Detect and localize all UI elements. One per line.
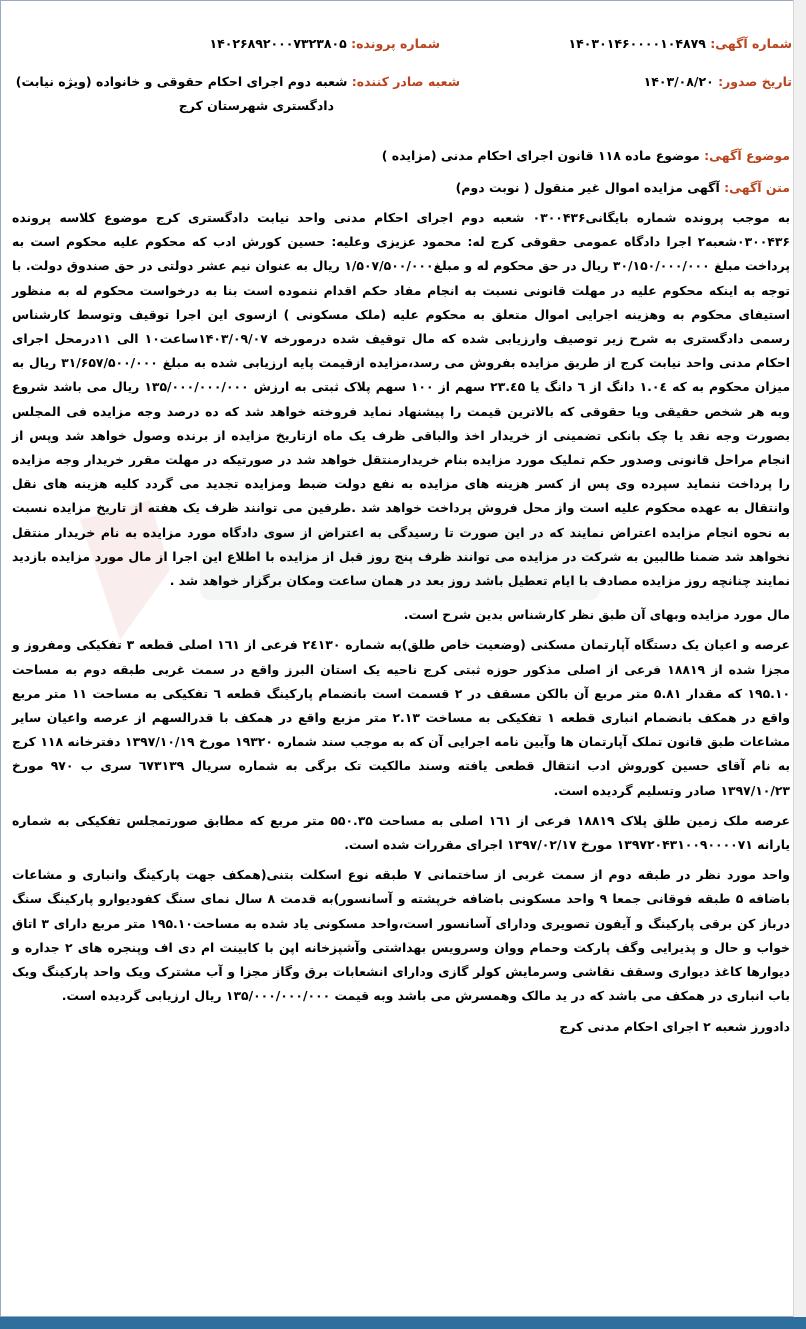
text-heading-label: متن آگهی: <box>724 180 790 195</box>
issuing-branch <box>16 74 460 89</box>
issue-date <box>644 74 792 89</box>
body-paragraph-auction: به موجب پرونده شماره بایگانی۰۳۰۰۴۳۶ شعبه دوم اجرای احکام مدنی واحد نیابت دادگستری کرج موضوع کلاسه پرونده ۰۳۰۰۴۳۶شعبه۲ اجرا دادگاه عمومی حقوقی کرج له: محمود عزیزی وعلیه: حسین کورش ادب که محکوم علیه محکوم است به پرداخت مبلغ ۳۰/۱۵۰/۰۰۰/۰۰۰ ریال در حق محکوم له و مبلغ۱/۵۰۷/۵۰۰/۰۰۰ ریال به عنوان نیم عشر دولتی در حق صندوق دولت. با توجه به اینکه محکوم علیه در مهلت قانونی نسبت به انجام مفاد حکم اقدام ننموده است بنا به درخواست محکوم له به منظور استیفای محکوم به وهزینه اجرایی اموال متعلق به محکوم علیه (ملک مسکونی ) ازسوی این اجرا توقیف وتوسط کارشناس رسمی دادگستری به شرح زیر توصیف وارزیابی شده که مال توقیف شده درمورخه ۱۴۰۳/۰۹/۰۷ساعت۱۰ الی ۱۱درمحل اجرای احکام مدنی واحد نیابت کرج از طریق مزایده بفروش می رسد،مزایده ازقیمت پایه ارزیابی شده به مبلغ ۳۱/۶۵۷/۵۰۰/۰۰۰ ریال به میزان محکوم به که ۱.۰٤ دانگ از ٦ دانگ یا ۲۳.٤۵ سهم از ۱۰۰ سهم پلاک ثبتی به ارزش ۱۳۵/۰۰۰/۰۰۰/۰۰۰ ریال می باشد شروع وبه هر شخص حقیقی ویا حقوقی که بالاترین قیمت را پیشنهاد نماید فروخته خواهد شد که ده درصد وجه مزایده فی المجلس بصورت وجه نقد یا چک بانکی تضمینی از خریدار اخذ والباقی ظرف یک ماه ازتاریخ مزایده از برنده وصول خواهد شد وپس از انجام مراحل قانونی وصدور حکم تملیک مورد مزایده بنام خریدارمنتقل خواهد شد در صورتیکه در مهلت مقرر خریدار وجه مزایده را پرداخت ننماید سپرده وی پس از کسر هزینه های مزایده به نفع دولت ضبط ومزایده تجدید می گردد کلیه هزینه های نقل وانتقال به عهده محکوم علیه است واز محل فروش پرداخت خواهد شد .طرفین می توانند ظرف یک هفته از تاریخ مزایده نسبت به نحوه انجام مزایده اعتراض نمایند که در این صورت تا رسیدگی به اعتراض از سوی دادگاه مورد مزایده به نام خریدار منتقل نخواهد شد ضمنا طالبین به شرکت در مزایده می توانند ظرف پنج روز قبل از مزایده با اطلاع این اجرا از مال مورد مزایده بازدید نمایند چنانچه روز مزایده مصادف با ایام تعطیل باشد روز بعد در همان ساعت ومکان برگزار خواهد شد . <box>12 210 791 589</box>
signature: دادورز شعبه ۲ اجرای احکام مدنی کرج <box>559 1018 790 1034</box>
issue-date-value: ۱۴۰۳/۰۸/۲۰ <box>643 74 714 89</box>
notice-body <box>12 206 790 1049</box>
file-number-value: ۱۴۰۲۶۸۹۲۰۰۰۷۳۲۳۸۰۵ <box>209 36 347 51</box>
subject-value: موضوع ماده ۱۱۸ قانون اجرای احکام مدنی (مزایده ) <box>381 148 700 163</box>
issuing-branch-line2: دادگستری شهرستان کرج <box>178 98 334 113</box>
issuing-branch-label: شعبه صادر کننده: <box>351 74 460 89</box>
notice-number <box>569 36 792 51</box>
file-number <box>209 36 440 51</box>
issuing-branch-line1: شعبه دوم اجرای احکام حقوقی و خانواده (ویژه نیابت) <box>15 74 348 89</box>
bottom-bar <box>0 1317 806 1329</box>
body-paragraph-unit: واحد مورد نظر در طبقه دوم از سمت غربی از ساختمانی ۷ طبقه نوع اسکلت بتنی(همکف جهت پارکینگ وانباری و مشاعات باضافه ۵ طبقه فوقانی جمعا ۹ واحد مسکونی باضافه خرپشته و آسانسور)به قدمت ۸ سال نمای سنگ کفودیوارو پارکینگ سنگ درباز کن برقی پارکینگ و آیفون تصویری ودارای آسانسور است،واحد مسکونی یاد شده به مساحت۱۹۵.۱۰ متر مربع دارای ۳ اتاق خواب و حال و پذیرایی وگف پارکت وحمام ووان وسرویس بهداشتی وآشپزخانه اپن با کابینت ام دی اف وپنجره های ۲ جداره و دیوارها کاغذ دیواری وسقف نقاشی وسرمایش کولر گازی ودارای انشعابات برق وگاز مجزا و آب مشترک ویک واحد پارکینگ ویک باب انباری در همکف می باشد که در ید مالک وهمسرش می باشد وبه قیمت ۱۳۵/۰۰۰/۰۰۰/۰۰۰ ریال ارزیابی گردیده است. <box>12 867 791 1004</box>
subject <box>382 148 790 163</box>
file-number-label: شماره پرونده: <box>351 36 440 51</box>
body-paragraph-land: عرصه ملک زمین طلق پلاک ۱۸۸۱۹ فرعی از ۱٦۱ اصلی به مساحت ۵۵۰.۳۵ متر مربع که مطابق صورتمجلس تفکیکی به شماره یارانه ۱۳۹۷۲۰۴۳۱۰۰۹۰۰۰۰۷۱ مورخ ۱۳۹۷/۰۲/۱۷ اجرای مقررات شده است. <box>12 812 790 853</box>
text-heading-value: آگهی مزایده اموال غیر منقول ( نوبت دوم) <box>455 180 720 195</box>
issue-date-label: تاریخ صدور: <box>718 74 792 89</box>
notice-number-value: ۱۴۰۳۰۱۴۶۰۰۰۰۱۰۴۸۷۹ <box>568 36 706 51</box>
text-heading <box>456 180 790 195</box>
subject-label: موضوع آگهی: <box>704 148 790 163</box>
body-paragraph-apartment: عرصه و اعیان یک دستگاه آپارتمان مسکنی (وضعیت خاص طلق)به شماره ۲٤۱۳۰ فرعی از ۱٦۱ اصلی قطعه ۳ تفکیکی ومفروز و مجزا شده از ۱۸۸۱۹ فرعی از اصلی مذکور حوزه ثبتی کرج ناحیه یک استان البرز واقع در سمت غربی طبقه دوم به مساحت ۱۹۵.۱۰ که مقدار ۵.۸۱ متر مربع آن بالکن مسقف در ۲ قسمت است بانضمام پارکینگ قطعه ٦ تفکیکی به مساحت ۱۱ متر مربع واقع در همکف بانضمام انباری قطعه ۱ تفکیکی به مساخت ۲.۱۳ متر مزبع واقع در همکف با قدرالسهم از عرصه واعیان سایر مشاعات طبق قانون تملک آپارتمان ها وآیین نامه اجرایی آن که به موجب سند شماره ۱۹۳۲۰ مورخ ۱۳۹۷/۱۰/۱۹ دفترخانه ۱۱۸ کرج به نام آقای حسین کوروش ادب انتقال قطعی یافته وسند مالکیت تک برگی به شماره سریال ٦۷۳۱۳۹ سری ب ۹۷۰ مورخ ۱۳۹۷/۱۰/۲۳ صادر وتسلیم گردیده است. <box>12 637 791 798</box>
notice-number-label: شماره آگهی: <box>710 36 792 51</box>
body-paragraph-appraisal-intro: مال مورد مزایده وبهای آن طبق نظر کارشناس بدین شرح است. <box>403 607 790 623</box>
vertical-scrollbar[interactable] <box>793 0 806 1317</box>
